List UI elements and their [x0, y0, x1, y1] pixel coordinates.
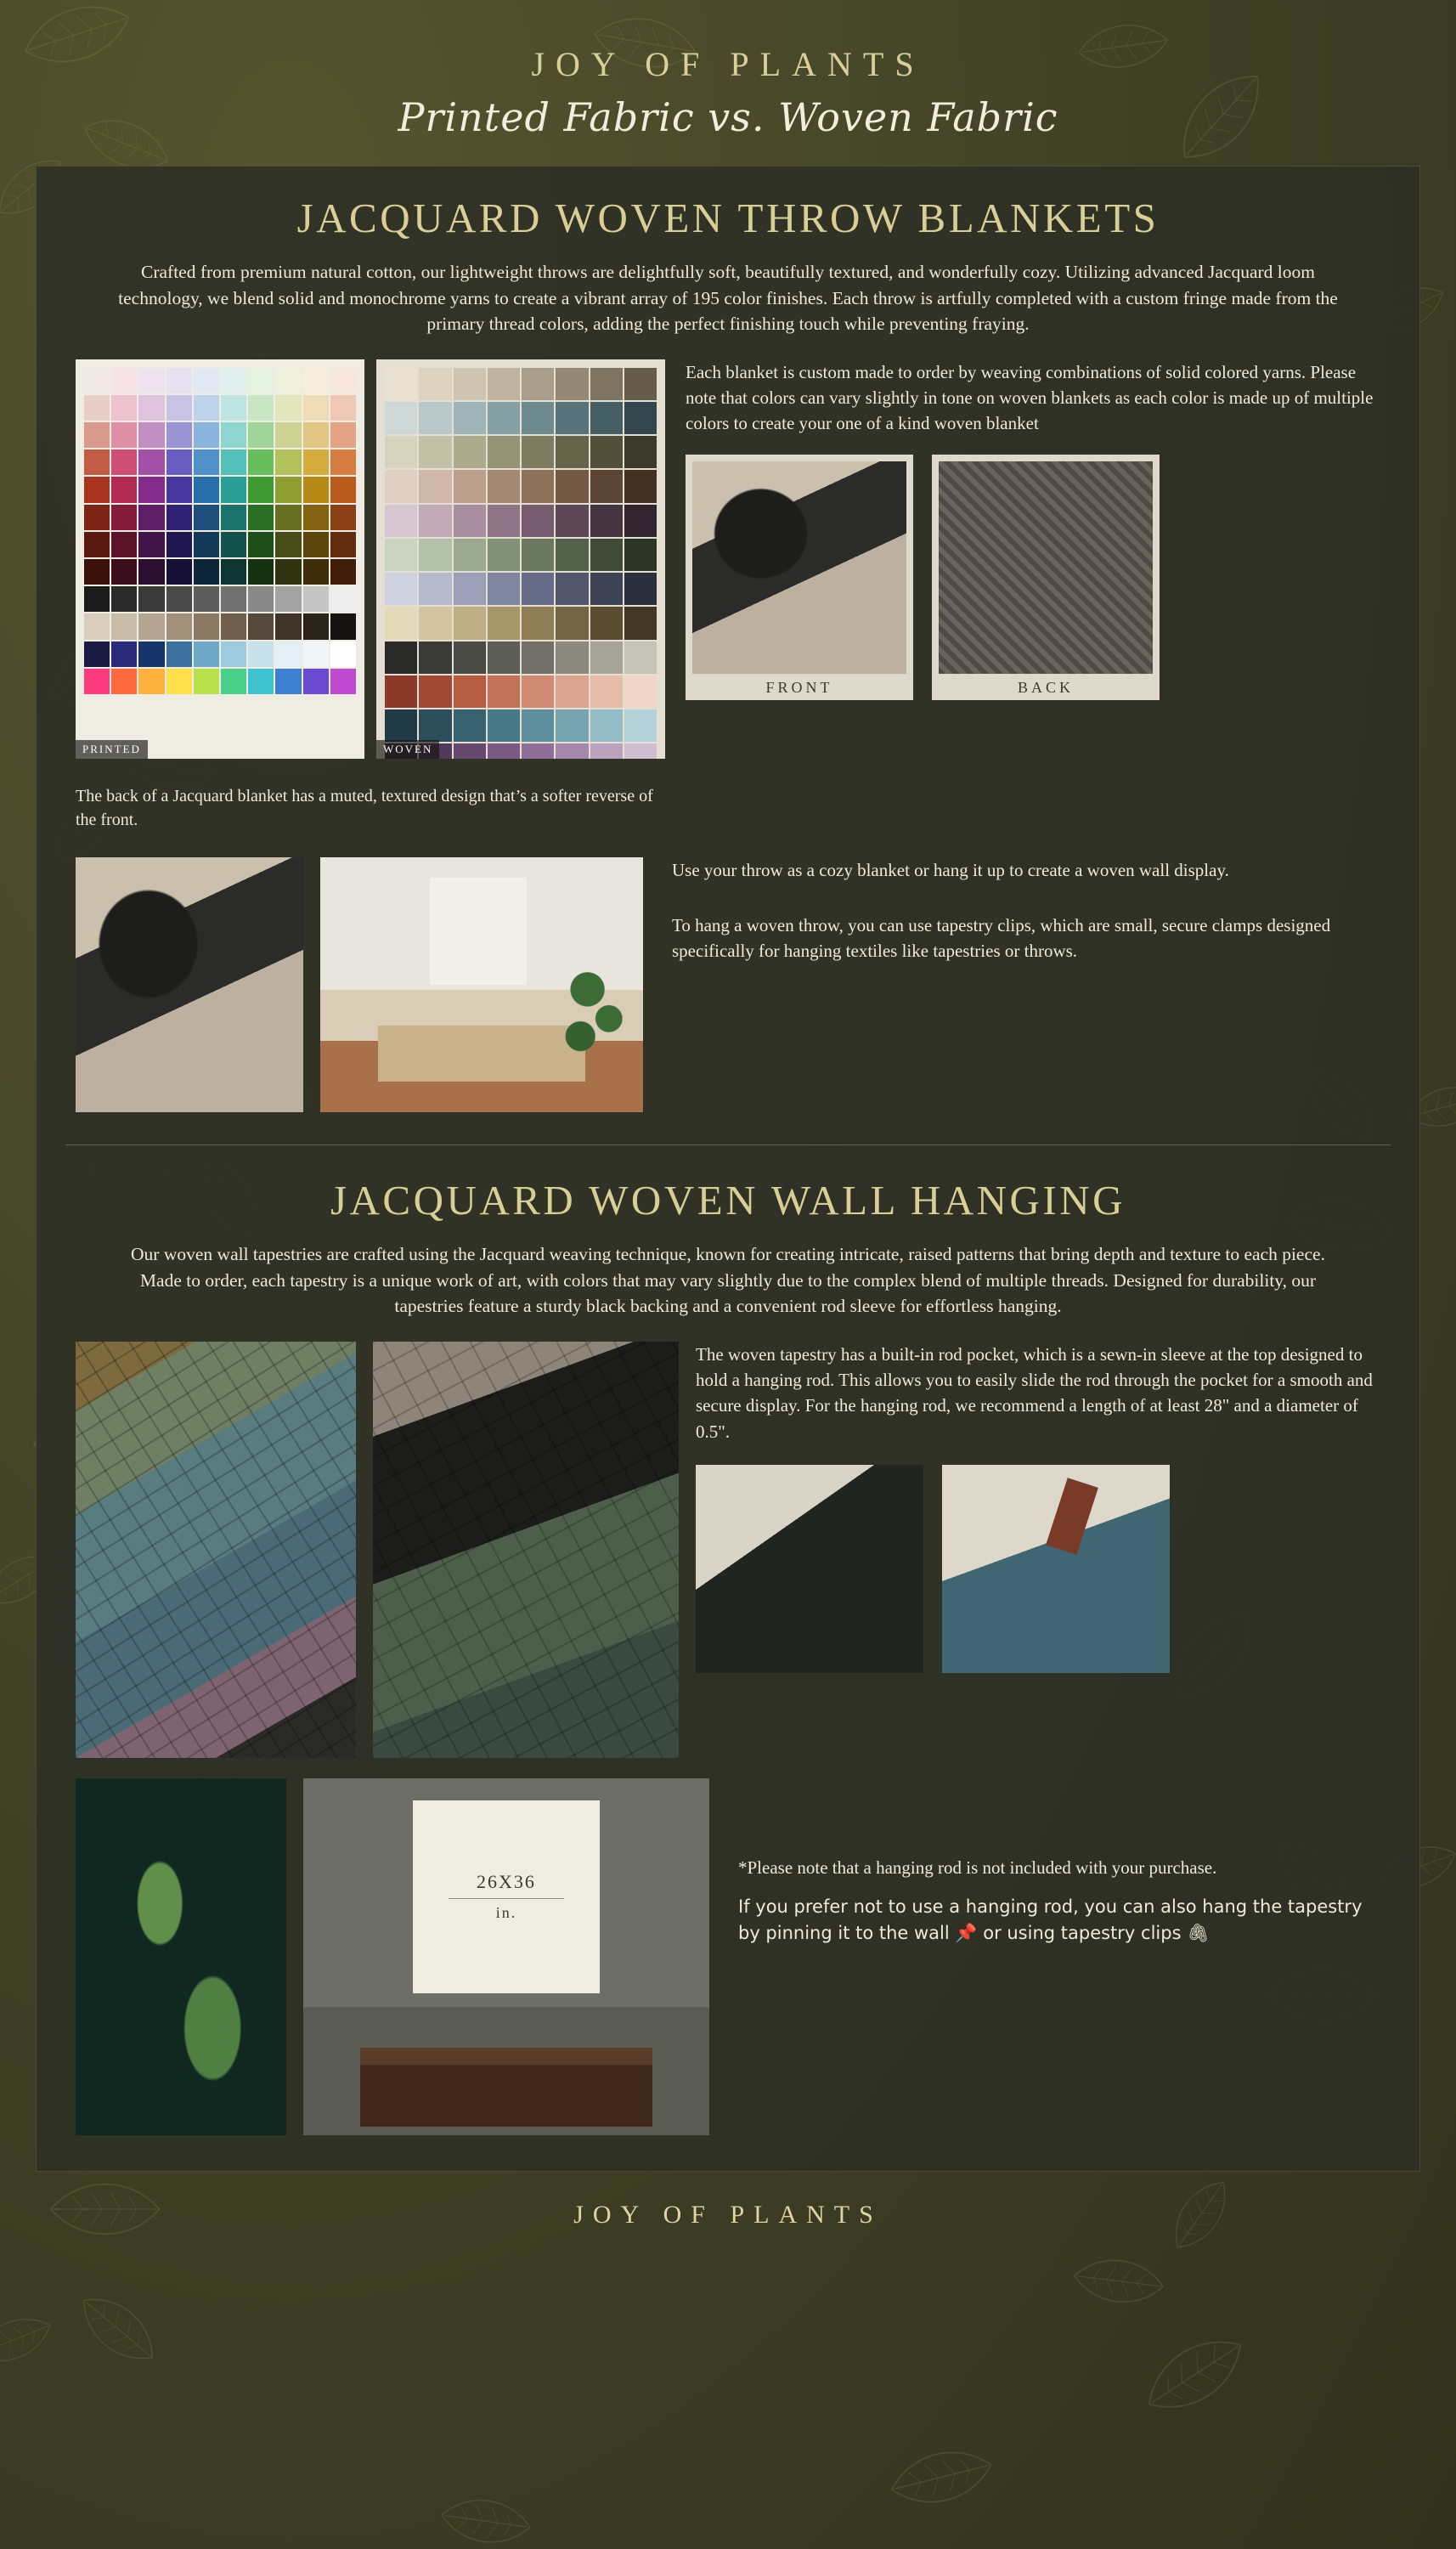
color-swatch [488, 675, 520, 708]
color-swatch [624, 709, 657, 742]
color-swatch [624, 743, 657, 758]
color-swatch [330, 368, 356, 393]
color-swatch [138, 505, 164, 530]
color-swatch [624, 607, 657, 639]
color-swatch [330, 449, 356, 475]
color-swatch [194, 586, 219, 612]
usage-text-column [660, 857, 1380, 964]
color-swatch [221, 641, 246, 667]
color-swatch [194, 669, 219, 694]
color-swatch [248, 641, 274, 667]
color-swatch [330, 613, 356, 639]
section-wall-hanging [37, 1149, 1419, 2164]
color-swatch [111, 477, 137, 502]
blanket-back-caption: The back of a Jacquard blanket has a muted, textured design that’s a softer reverse of the front. [76, 786, 653, 829]
color-swatch [488, 402, 520, 434]
blanket-front-photo [692, 461, 906, 674]
color-swatch [84, 532, 110, 557]
color-swatch [624, 539, 657, 571]
color-swatch [138, 559, 164, 585]
color-swatch [454, 436, 486, 468]
color-swatch [248, 368, 274, 393]
color-swatch [194, 449, 219, 475]
color-swatch [385, 709, 417, 742]
color-swatch [166, 613, 192, 639]
color-swatch [275, 586, 301, 612]
color-swatch [419, 573, 451, 605]
color-swatch [248, 613, 274, 639]
color-swatch [221, 395, 246, 421]
color-swatch [556, 539, 588, 571]
color-swatch [84, 613, 110, 639]
rod-disclaimer-note: *Please note that a hanging rod is not included with your purchase. [738, 1857, 1217, 1878]
color-swatch [248, 586, 274, 612]
color-swatch [488, 368, 520, 400]
color-swatch [275, 613, 301, 639]
usage-text-2: To hang a woven throw, you can use tapestry clips, which are small, secure clamps designed specifically for hanging textiles like tapestries or throws. [672, 914, 1331, 961]
color-swatch [590, 675, 623, 708]
section-wall-title: JACQUARD WOVEN WALL HANGING [330, 1177, 1126, 1224]
color-swatch [419, 675, 451, 708]
color-swatch [303, 586, 329, 612]
color-swatch [522, 675, 554, 708]
color-swatch [522, 641, 554, 674]
section-wall-intro: Our woven wall tapestries are crafted using the Jacquard weaving technique, known for creating intricate, raised patterns that bring depth and texture to each piece. Made to order, each tapestry is a unique work of art, with colors that may vary slightly due to the complex blend of multiple threads. Designed for durability, our tapestries feature a sturdy black backing and a convenient rod sleeve for effortless hanging. [131, 1244, 1325, 1317]
color-swatch [419, 539, 451, 571]
color-swatch [556, 573, 588, 605]
color-swatch [275, 559, 301, 585]
color-swatch [624, 675, 657, 708]
color-swatch [166, 586, 192, 612]
color-swatch [624, 402, 657, 434]
color-swatch [385, 539, 417, 571]
color-swatch [522, 470, 554, 502]
color-swatch [590, 470, 623, 502]
color-swatch [275, 669, 301, 694]
color-swatch [454, 709, 486, 742]
color-swatch [303, 477, 329, 502]
color-swatch [330, 641, 356, 667]
color-swatch [166, 669, 192, 694]
color-swatch [275, 395, 301, 421]
blankets-top-row [76, 359, 1380, 833]
hanging-blanket-photo [76, 857, 303, 1112]
color-swatch [221, 532, 246, 557]
color-swatch [624, 470, 657, 502]
color-swatch [454, 402, 486, 434]
color-swatch [221, 422, 246, 448]
color-swatch [590, 368, 623, 400]
color-swatch [590, 709, 623, 742]
color-swatch [111, 368, 137, 393]
color-swatch [248, 559, 274, 585]
color-swatch [454, 743, 486, 758]
color-swatch [111, 613, 137, 639]
color-swatch [275, 505, 301, 530]
wall-bottom-row [76, 1778, 1380, 2135]
blanket-usage-row [76, 857, 1380, 1112]
color-swatch [522, 402, 554, 434]
color-swatch [194, 395, 219, 421]
color-swatch [590, 539, 623, 571]
color-swatch [330, 422, 356, 448]
color-swatch [590, 607, 623, 639]
mockup-size-line2: in. [495, 1904, 517, 1922]
color-swatch [556, 402, 588, 434]
color-swatch [84, 505, 110, 530]
color-swatch [488, 743, 520, 758]
blanket-back-photo [939, 461, 1153, 674]
color-swatch [454, 675, 486, 708]
masthead [0, 0, 1456, 159]
color-swatch [556, 436, 588, 468]
color-swatch [303, 559, 329, 585]
color-swatch [221, 559, 246, 585]
swatch-column [76, 359, 670, 833]
color-swatch [248, 395, 274, 421]
color-swatch [275, 532, 301, 557]
blanket-custom-text: Each blanket is custom made to order by weaving combinations of solid colored yarns. Please note that colors can vary slightly in tone on woven blankets as each color is made up of multiple colors to create your one of a kind woven blanket [686, 361, 1374, 434]
rod-text-column [696, 1342, 1380, 1673]
color-swatch [221, 477, 246, 502]
color-swatch [84, 669, 110, 694]
color-swatch [194, 505, 219, 530]
color-swatch [454, 641, 486, 674]
color-swatch [84, 368, 110, 393]
color-swatch [590, 402, 623, 434]
color-swatch [194, 559, 219, 585]
woven-swatch-label: WOVEN [376, 740, 439, 759]
rod-pocket-photo [696, 1465, 923, 1673]
console-table [360, 2048, 652, 2126]
color-swatch [303, 449, 329, 475]
color-swatch [84, 395, 110, 421]
color-swatch [303, 422, 329, 448]
color-swatch [488, 505, 520, 537]
color-swatch [522, 743, 554, 758]
color-swatch [111, 532, 137, 557]
color-swatch [248, 477, 274, 502]
color-swatch [590, 641, 623, 674]
color-swatch [330, 669, 356, 694]
color-swatch [111, 422, 137, 448]
color-swatch [221, 449, 246, 475]
color-swatch [166, 477, 192, 502]
color-swatch [385, 470, 417, 502]
content-panel [36, 166, 1420, 2172]
color-swatch [624, 641, 657, 674]
living-room-photo [320, 857, 643, 1112]
color-swatch [419, 436, 451, 468]
page-subtitle: Printed Fabric vs. Woven Fabric [398, 94, 1058, 140]
color-swatch [303, 368, 329, 393]
color-swatch [221, 669, 246, 694]
color-swatch [248, 532, 274, 557]
mockup-size-sheet [413, 1800, 600, 1993]
color-swatch [454, 368, 486, 400]
color-swatch [138, 422, 164, 448]
color-swatch [84, 477, 110, 502]
color-swatch [556, 368, 588, 400]
color-swatch [522, 368, 554, 400]
color-swatch [275, 368, 301, 393]
color-swatch [221, 505, 246, 530]
woven-swatch-chart [376, 359, 665, 759]
color-swatch [330, 505, 356, 530]
color-swatch [303, 641, 329, 667]
color-swatch [111, 559, 137, 585]
color-swatch [221, 368, 246, 393]
color-swatch [248, 449, 274, 475]
color-swatch [330, 586, 356, 612]
color-swatch [556, 709, 588, 742]
color-swatch [522, 539, 554, 571]
color-swatch [303, 532, 329, 557]
color-swatch [454, 539, 486, 571]
color-swatch [248, 505, 274, 530]
color-swatch [138, 477, 164, 502]
brand-title: JOY OF PLANTS [531, 45, 925, 83]
color-swatch [454, 607, 486, 639]
color-swatch [138, 532, 164, 557]
color-swatch [166, 505, 192, 530]
front-caption: FRONT [692, 674, 906, 698]
color-swatch [454, 573, 486, 605]
rod-photos-row [696, 1465, 1380, 1673]
color-swatch [556, 641, 588, 674]
color-swatch [275, 449, 301, 475]
color-swatch [84, 422, 110, 448]
color-swatch [385, 607, 417, 639]
color-swatch [385, 368, 417, 400]
color-swatch [111, 641, 137, 667]
color-swatch [84, 559, 110, 585]
color-swatch [624, 505, 657, 537]
color-swatch [330, 395, 356, 421]
color-swatch [419, 607, 451, 639]
color-swatch [166, 395, 192, 421]
color-swatch [166, 641, 192, 667]
color-swatch [624, 436, 657, 468]
color-swatch [194, 422, 219, 448]
color-swatch [111, 449, 137, 475]
color-swatch [166, 449, 192, 475]
color-swatch [84, 586, 110, 612]
color-swatch [194, 477, 219, 502]
wall-mockup-photo [303, 1778, 709, 2135]
color-swatch [522, 607, 554, 639]
color-swatch [488, 539, 520, 571]
color-swatch [556, 470, 588, 502]
blanket-back-card [932, 455, 1160, 700]
color-swatch [194, 368, 219, 393]
color-swatch [385, 402, 417, 434]
section-throw-blankets [37, 167, 1419, 1141]
section-blankets-intro: Crafted from premium natural cotton, our lightweight throws are delightfully soft, beautifully textured, and wonderfully cozy. Utilizing advanced Jacquard loom technology, we blend solid and monochrome yarns to create a vibrant array of 195 color finishes. Each throw is artfully completed with a custom fringe made from the primary thread colors, adding the perfect finishing touch while preventing fraying. [118, 262, 1338, 335]
color-swatch [590, 743, 623, 758]
color-swatch [522, 573, 554, 605]
color-swatch [454, 470, 486, 502]
color-swatch [303, 395, 329, 421]
color-swatch [221, 586, 246, 612]
color-swatch [111, 669, 137, 694]
color-swatch [166, 368, 192, 393]
color-swatch [138, 586, 164, 612]
usage-text-1: Use your throw as a cozy blanket or hang it up to create a woven wall display. [672, 860, 1229, 881]
color-swatch [275, 641, 301, 667]
back-caption-label: BACK [939, 674, 1153, 698]
color-swatch [166, 422, 192, 448]
color-swatch [303, 613, 329, 639]
color-swatch [138, 368, 164, 393]
mockup-size-line1: 26X36 [477, 1871, 536, 1893]
color-swatch [488, 573, 520, 605]
color-swatch [385, 675, 417, 708]
leaf-tapestry-photo [76, 1778, 286, 2135]
color-swatch [590, 505, 623, 537]
color-swatch [488, 709, 520, 742]
color-swatch [330, 532, 356, 557]
color-swatch [556, 607, 588, 639]
wall-top-row [76, 1342, 1380, 1758]
color-swatch [248, 422, 274, 448]
color-swatch [111, 505, 137, 530]
color-swatch [330, 477, 356, 502]
color-swatch [556, 505, 588, 537]
footer-brand: JOY OF PLANTS [573, 2200, 883, 2229]
color-swatch [624, 573, 657, 605]
tapestry-backing-photo [373, 1342, 679, 1758]
printed-swatch-label: PRINTED [76, 740, 148, 759]
color-swatch [522, 436, 554, 468]
color-swatch [556, 675, 588, 708]
color-swatch [84, 449, 110, 475]
color-swatch [488, 436, 520, 468]
blanket-front-card [686, 455, 913, 700]
color-swatch [138, 395, 164, 421]
color-swatch [385, 641, 417, 674]
color-swatch [522, 505, 554, 537]
color-swatch [419, 641, 451, 674]
printed-swatch-chart [76, 359, 364, 759]
color-swatch [138, 669, 164, 694]
color-swatch [138, 449, 164, 475]
blankets-right-column [686, 359, 1380, 701]
color-swatch [454, 505, 486, 537]
color-swatch [556, 743, 588, 758]
color-swatch [419, 368, 451, 400]
wall-notes-column [726, 1778, 1380, 1946]
color-swatch [590, 573, 623, 605]
color-swatch [111, 395, 137, 421]
color-swatch [275, 477, 301, 502]
color-swatch [138, 613, 164, 639]
color-swatch [488, 607, 520, 639]
color-swatch [248, 669, 274, 694]
color-swatch [275, 422, 301, 448]
color-swatch [488, 470, 520, 502]
color-swatch [522, 709, 554, 742]
color-swatch [385, 505, 417, 537]
color-swatch [385, 573, 417, 605]
color-swatch [419, 402, 451, 434]
swatch-pair [76, 359, 670, 759]
color-swatch [303, 505, 329, 530]
color-swatch [194, 613, 219, 639]
rod-pocket-text: The woven tapestry has a built-in rod pocket, which is a sewn-in sleeve at the top designed to hold a hanging rod. This allows you to easily slide the rod through the pocket for a smooth and secure display. For the hanging rod, we recommend a length of at least 28" and a diameter of 0.5". [696, 1343, 1373, 1442]
color-swatch [419, 470, 451, 502]
color-swatch [624, 368, 657, 400]
front-back-row [686, 455, 1380, 700]
tapestry-front-photo [76, 1342, 356, 1758]
color-swatch [194, 532, 219, 557]
color-swatch [385, 436, 417, 468]
color-swatch [138, 641, 164, 667]
color-swatch [111, 586, 137, 612]
color-swatch [330, 559, 356, 585]
color-swatch [84, 641, 110, 667]
color-swatch [419, 709, 451, 742]
rod-inserted-photo [942, 1465, 1170, 1673]
color-swatch [419, 505, 451, 537]
color-swatch [488, 641, 520, 674]
color-swatch [221, 613, 246, 639]
color-swatch [590, 436, 623, 468]
color-swatch [303, 669, 329, 694]
color-swatch [166, 532, 192, 557]
color-swatch [166, 559, 192, 585]
section-blankets-title: JACQUARD WOVEN THROW BLANKETS [296, 195, 1160, 241]
color-swatch [194, 641, 219, 667]
pinning-note: If you prefer not to use a hanging rod, you can also hang the tapestry by pinning it to the wall 📌 or using tapestry clips 🖇 [738, 1896, 1363, 1943]
